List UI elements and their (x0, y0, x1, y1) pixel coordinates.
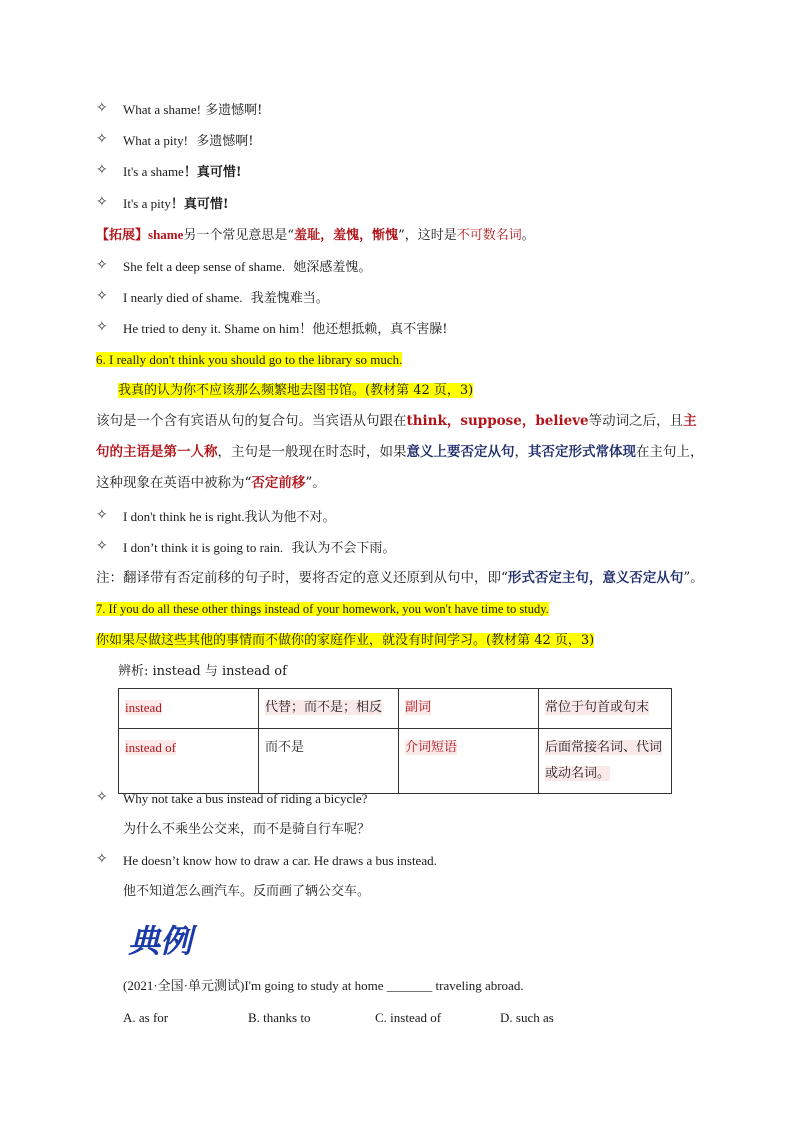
bullet-diamond-icon: ✧ (96, 162, 108, 178)
compare-title: 辨析: instead 与 instead of (118, 664, 287, 679)
bullet-diamond-icon: ✧ (96, 194, 108, 210)
bullet-diamond-icon: ✧ (96, 319, 108, 335)
table-cell: 副词 (399, 689, 539, 729)
item-7-translation: 你如果尽做这些其他的事情而不做你的家庭作业，就没有时间学习。(教材第 42 页，3) (96, 633, 595, 648)
table-cell: 代替；而不是；相反 (259, 689, 399, 729)
table-row (119, 689, 672, 729)
list-item: It's a shame！真可惜! (123, 164, 242, 180)
typical-example-logo (126, 920, 202, 962)
bullet-diamond-icon: ✧ (96, 507, 108, 523)
translation-note: 注：翻译带有否定前移的句子时，要将否定的意义还原到从句中，即“形式否定主句，意义否定从句”。 7. If you do all these other things instead of your homework, you won't have time to study. (96, 570, 704, 616)
table-cell: 后面常接名词、代词或动名词。 (539, 729, 672, 794)
logo-text: 典例 (128, 922, 193, 960)
table-cell: instead of (119, 729, 259, 794)
item-6-translation: 我真的认为你不应该那么频繁地去图书馆。(教材第 42 页，3) (118, 383, 474, 398)
list-item: Why not take a bus instead of riding a bicycle? (123, 791, 368, 806)
extension-note: 【拓展】shame另一个常见意思是“羞耻，羞愧，惭愧”，这时是不可数名词。 (96, 227, 535, 243)
table-cell: 介词短语 (399, 729, 539, 794)
bullet-diamond-icon: ✧ (96, 288, 108, 304)
bullet-diamond-icon: ✧ (96, 851, 108, 867)
list-item: I nearly died of shame. 我羞愧难当。 (123, 290, 329, 306)
list-item: He doesn’t know how to draw a car. He draws a bus instead. (123, 853, 437, 868)
grammar-explanation: 该句是一个含有宾语从句的复合句。当宾语从句跟在think，suppose，believe等动词之后，且主句的主语是第一人称，主句是一般现在时态时，如果意义上要否定从句，其否定形式常体现在主句上，这种现象在英语中被称为“否定前移”。 (96, 413, 704, 491)
option-d[interactable]: D. such as (500, 1010, 554, 1025)
table-cell: instead (119, 689, 259, 729)
list-item: It's a pity！真可惜! (123, 196, 229, 212)
question-stem: (2021·全国·单元测试)I'm going to study at home _______ traveling abroad. (123, 978, 524, 993)
item-6-sentence: 6. I really don't think you should go to the library so much. (96, 352, 403, 367)
table-row (119, 729, 672, 794)
option-a[interactable]: A. as for (123, 1010, 169, 1025)
bullet-diamond-icon: ✧ (96, 789, 108, 805)
table-cell: 常位于句首或句末 (539, 689, 672, 729)
bullet-diamond-icon: ✧ (96, 538, 108, 554)
option-b[interactable]: B. thanks to (248, 1010, 311, 1025)
list-item: She felt a deep sense of shame. 她深感羞愧。 (123, 259, 372, 275)
bullet-diamond-icon: ✧ (96, 100, 108, 116)
list-item: I don’t think it is going to rain. 我认为不会下雨。 (123, 540, 396, 556)
option-c[interactable]: C. instead of (375, 1010, 442, 1025)
example-translation: 他不知道怎么画汽车。反而画了辆公交车。 (123, 884, 371, 899)
list-item: I don't think he is right.我认为他不对。 (123, 509, 336, 525)
table-cell: 而不是 (259, 729, 399, 794)
example-translation: 为什么不乘坐公交来，而不是骑自行车呢？ (123, 822, 371, 837)
list-item: What a pity! 多遗憾啊! (123, 133, 254, 149)
list-item: He tried to deny it. Shame on him！他还想抵赖，真不害臊! (123, 321, 448, 337)
compare-table (118, 688, 672, 794)
bullet-diamond-icon: ✧ (96, 131, 108, 147)
list-item: What a shame! 多遗憾啊! (123, 102, 263, 118)
bullet-diamond-icon: ✧ (96, 257, 108, 273)
